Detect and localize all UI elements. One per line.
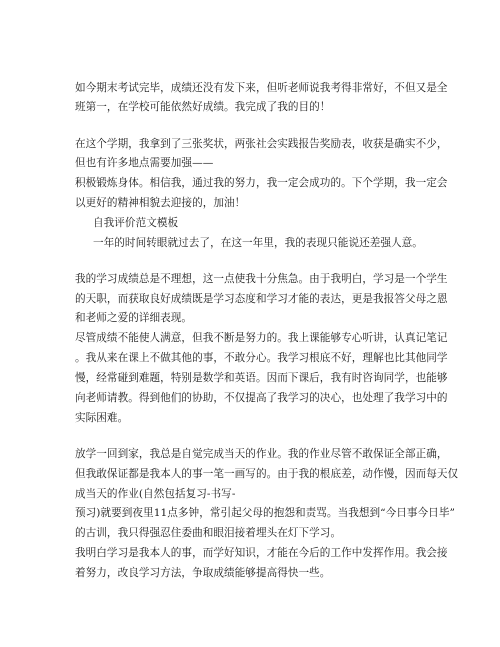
text-line: 预习)就要到夜里11点多钟，常引起父母的抱怨和责骂。当我想到“今日事今日毕”	[75, 507, 455, 519]
text-line: 我明白学习是我本人的事，而学好知识，才能在今后的工作中发挥作用。我会接	[75, 547, 448, 559]
text-line: 但也有许多地点需要加强——	[75, 157, 214, 169]
text-line: 实际困难。	[75, 412, 129, 424]
text-line: 我的学习成绩总是不理想，这一点使我十分焦急。由于我明白，学习是一个学生	[75, 273, 448, 285]
text-line: 向老师请教。得到他们的协助，不仅提高了我学习的决心，也处理了我学习中的	[75, 392, 448, 404]
text-line: 一年的时间转眼就过去了，在这一年里，我的表现只能说还差强人意。	[93, 237, 423, 249]
text-line: 放学一回到家，我总是自觉完成当天的作业。我的作业尽管不敢保证全部正确，	[75, 448, 448, 460]
text-line: 成当天的作业(自然包括复习-书写-	[75, 488, 236, 500]
text-line: 但我敢保证都是我本人的事一笔一画写的。由于我的根底差，动作慢，因而每天仅	[75, 468, 459, 480]
text-line: 和老师之爱的详细表现。	[75, 312, 193, 324]
text-line: 积极锻炼身体。相信我，通过我的努力，我一定会成功的。下个学期，我一定会	[75, 177, 448, 189]
text-line: 班第一，在学校可能依然好成绩。我完成了我的目的！	[75, 101, 331, 113]
text-line: 如今期末考试完毕，成绩还没有发下来，但听老师说我考得非常好，不但又是全	[75, 82, 448, 94]
text-line: 在这个学期，我拿到了三张奖状，两张社会实践报告奖励表，收获是确实不少，	[75, 138, 448, 150]
text-line: 尽管成绩不能使人满意，但我不断是努力的。我上课能够专心听讲，认真记笔记	[75, 332, 448, 344]
section-heading: 自我评价范文模板	[93, 217, 179, 229]
text-line: 着努力，改良学习方法，争取成绩能够提高得快一些。	[75, 567, 331, 579]
text-line: 。我从来在课上不做其他的事，不敢分心。我学习根底不好，理解也比其他同学	[75, 352, 448, 364]
text-line: 以更好的精神相貌去迎接的，加油！	[75, 197, 246, 209]
text-line: 的古训，我只得强忍住委曲和眼泪接着埋头在灯下学习。	[75, 527, 342, 539]
text-line: 的天职，而获取良好成绩既是学习态度和学习才能的表达，更是我报答父母之恩	[75, 293, 448, 305]
text-line: 慢，经常碰到难题，特别是数学和英语。因而下课后，我有时咨询同学，也能够	[75, 372, 448, 384]
